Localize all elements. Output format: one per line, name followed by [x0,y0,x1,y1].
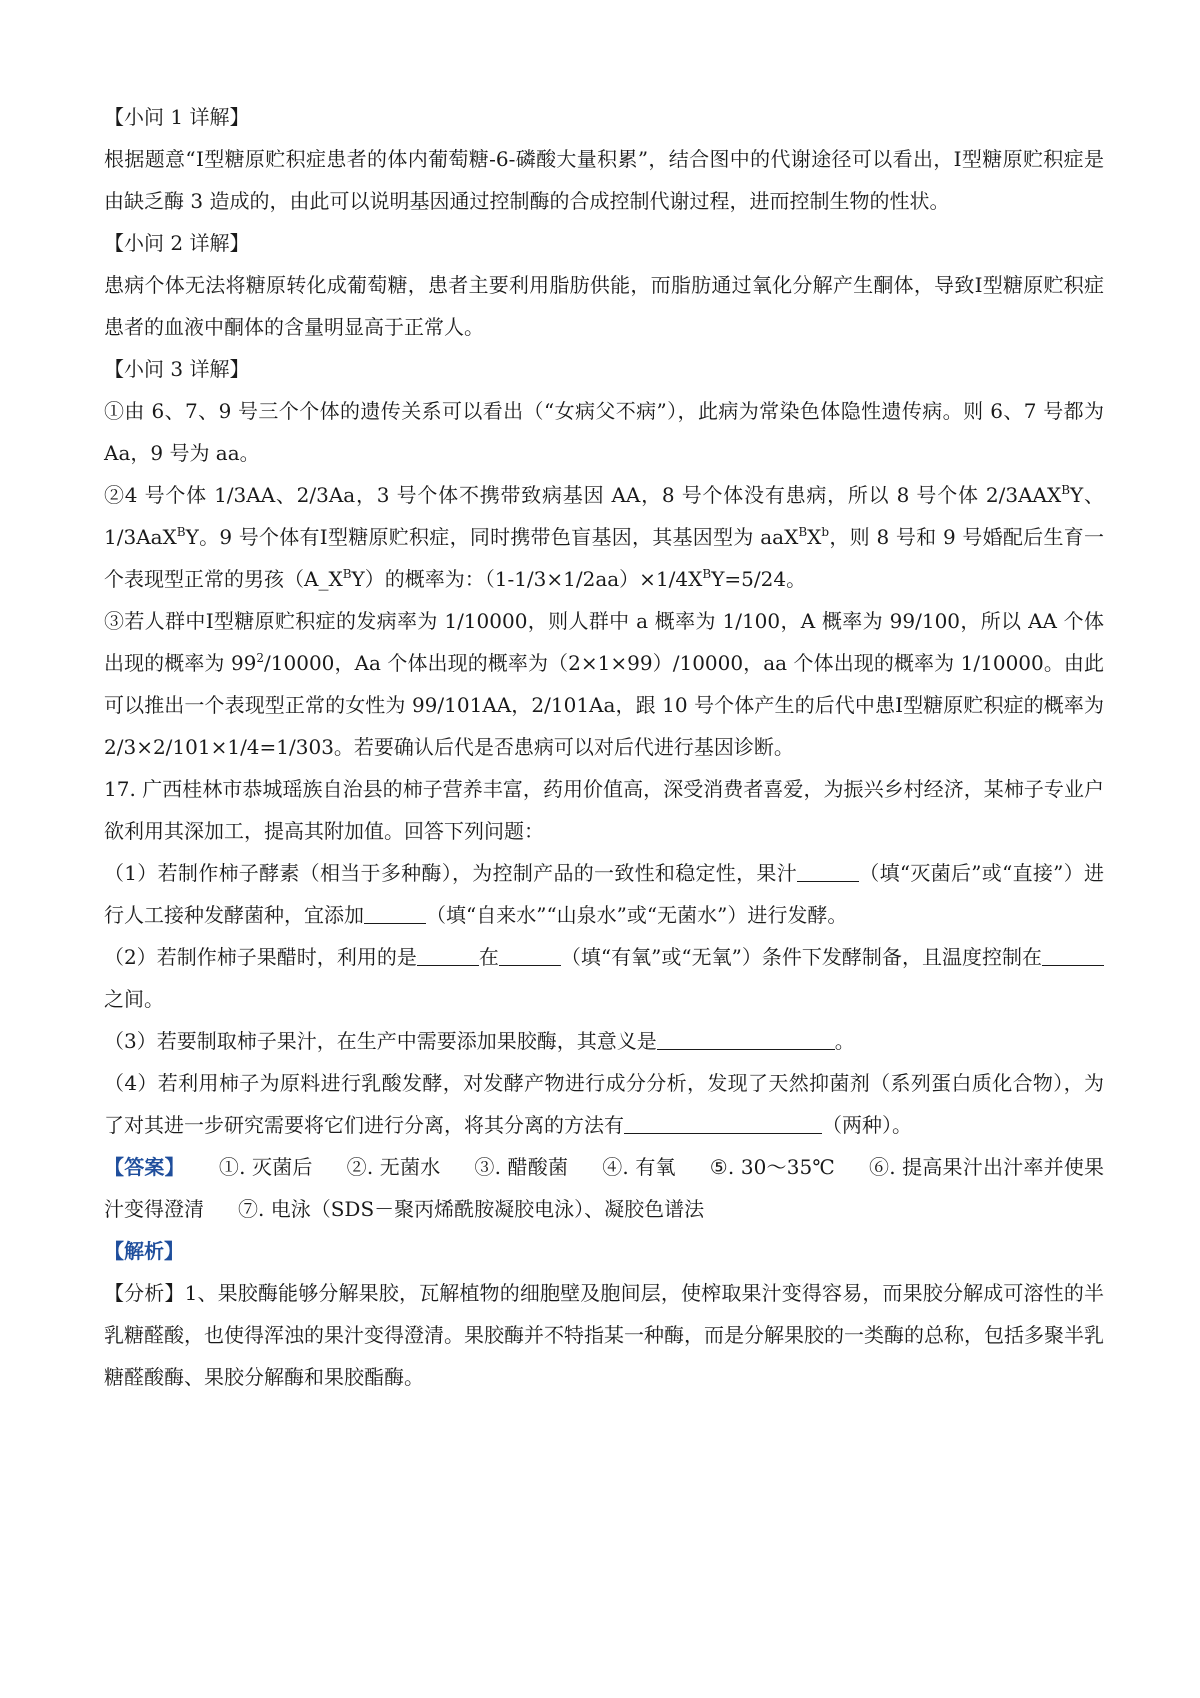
text-run: /10000，Aa 个体出现的概率为（2×1×99）/10000，aa 个体出现的概率为 1/10000。由此可以推出一个表现型正常的女性为 99/101AA，2/101Aa，跟 10 号个体产生的后代中患Ⅰ型糖原贮积症的概率为 2/3×2/101×1/4=1/303。若要确认后代是否患病可以对后代进行基因诊断。 [104,651,1104,759]
answer-item: ④. 有氧 [602,1155,676,1179]
answer-block [104,1146,1104,1230]
answer-item: ②. 无菌水 [346,1155,441,1179]
text-run: （2）若制作柿子果醋时，利用的是 [104,945,417,969]
q17-stem: 17. 广西桂林市恭城瑶族自治县的柿子营养丰富，药用价值高，深受消费者喜爱，为振兴乡村经济，某柿子专业户欲利用其深加工，提高其附加值。回答下列问题： [104,777,1104,843]
text-run: Y、1/3AaX [104,483,1105,549]
text-run: ，则 8 号和 9 号婚配后生育一个表现型正常的男孩（A_X [104,525,1104,591]
text-run: ②4 号个体 1/3AA、2/3Aa，3 号个体不携带致病基因 AA，8 号个体没有患病，所以 8 号个体 2/3AAX [104,483,1062,507]
text-run: （3）若要制取柿子果汁，在生产中需要添加果胶酶，其意义是 [104,1029,657,1053]
answer-blank [1042,945,1104,966]
answer-item: ③. 醋酸菌 [474,1155,569,1179]
answer-item: ⑥. 提高果汁出汁率并使果汁变得澄清 [104,1155,1105,1221]
answer-item: ①. 灭菌后 [218,1155,313,1179]
answer-item: ⑤. 30～35℃ [709,1155,835,1179]
q17-sub2 [104,936,1104,1020]
answer-blank [417,945,479,966]
text-run: （1）若制作柿子酵素（相当于多种酶），为控制产品的一致性和稳定性，果汁 [104,861,797,885]
superscript: B [1061,483,1071,497]
superscript: B [702,567,712,581]
text-run: 之间。 [104,987,164,1011]
q3-heading: 【小问 3 详解】 [104,357,250,381]
answer-blank [624,1113,822,1134]
answer-blank [657,1029,835,1050]
text-run: （填“灭菌后”或“直接”）进行人工接种发酵菌种，宜添加 [104,861,1104,927]
superscript: B [342,567,352,581]
text-run: Y）的概率为：（1-1/3×1/2aa）×1/4X [351,567,703,591]
q17-sub1 [104,852,1104,936]
text-run: Y=5/24。 [711,567,807,591]
superscript: B [176,525,186,539]
text-run: （两种）。 [822,1113,912,1137]
text-run: ③若人群中Ⅰ型糖原贮积症的发病率为 1/10000，则人群中 a 概率为 1/100，A 概率为 99/100，所以 AA 个体出现的概率为 99 [104,609,1104,675]
text-run: Y。9 号个体有Ⅰ型糖原贮积症，同时携带色盲基因，其基因型为 aaX [185,525,799,549]
q3-part2 [104,474,1104,600]
answer-blank [797,861,859,882]
text-run: （4）若利用柿子为原料进行乳酸发酵，对发酵产物进行成分分析，发现了天然抑菌剂（系列蛋白质化合物），为了对其进一步研究需要将它们进行分离，将其分离的方法有 [104,1071,1104,1137]
superscript: 2 [256,651,265,665]
superscript: B [798,525,808,539]
answer-blank [364,903,426,924]
analysis-text: 【分析】1、果胶酶能够分解果胶，瓦解植物的细胞壁及胞间层，使榨取果汁变得容易，而果胶分解成可溶性的半乳糖醛酸，也使得浑浊的果汁变得澄清。果胶酶并不特指某一种酶，而是分解果胶的一类酶的总称，包括多聚半乳糖醛酸酶、果胶分解酶和果胶酯酶。 [104,1281,1104,1389]
q2-explanation: 患病个体无法将糖原转化成葡萄糖，患者主要利用脂肪供能，而脂肪通过氧化分解产生酮体，导致Ⅰ型糖原贮积症患者的血液中酮体的含量明显高于正常人。 [104,273,1104,339]
text-run: （填“有氧”或“无氧”）条件下发酵制备，且温度控制在 [560,945,1043,969]
text-run: 在 [478,945,499,969]
document-page [104,96,1104,1398]
text-run: （填“自来水”“山泉水”或“无菌水”）进行发酵。 [426,903,848,927]
q1-explanation: 根据题意“Ⅰ型糖原贮积症患者的体内葡萄糖-6-磷酸大量积累”，结合图中的代谢途径可以看出，Ⅰ型糖原贮积症是由缺乏酶 3 造成的，由此可以说明基因通过控制酶的合成控制代谢过程，进而控制生物的性状。 [104,147,1104,213]
q1-heading: 【小问 1 详解】 [104,105,250,129]
q2-heading: 【小问 2 详解】 [104,231,250,255]
answer-item: ⑦. 电泳（SDS－聚丙烯酰胺凝胶电泳）、凝胶色谱法 [238,1197,705,1221]
q3-part3 [104,600,1104,768]
answer-blank [499,945,561,966]
analysis-label: 【解析】 [104,1239,184,1263]
q3-part1: ①由 6、7、9 号三个个体的遗传关系可以看出（“女病父不病”），此病为常染色体隐性遗传病。则 6、7 号都为 Aa，9 号为 aa。 [104,399,1104,465]
q17-sub3 [104,1020,1104,1062]
superscript: b [821,525,830,539]
text-run: X [807,525,822,549]
text-run: 。 [834,1029,855,1053]
q17-sub4 [104,1062,1104,1146]
answer-label: 【答案】 [104,1155,185,1179]
